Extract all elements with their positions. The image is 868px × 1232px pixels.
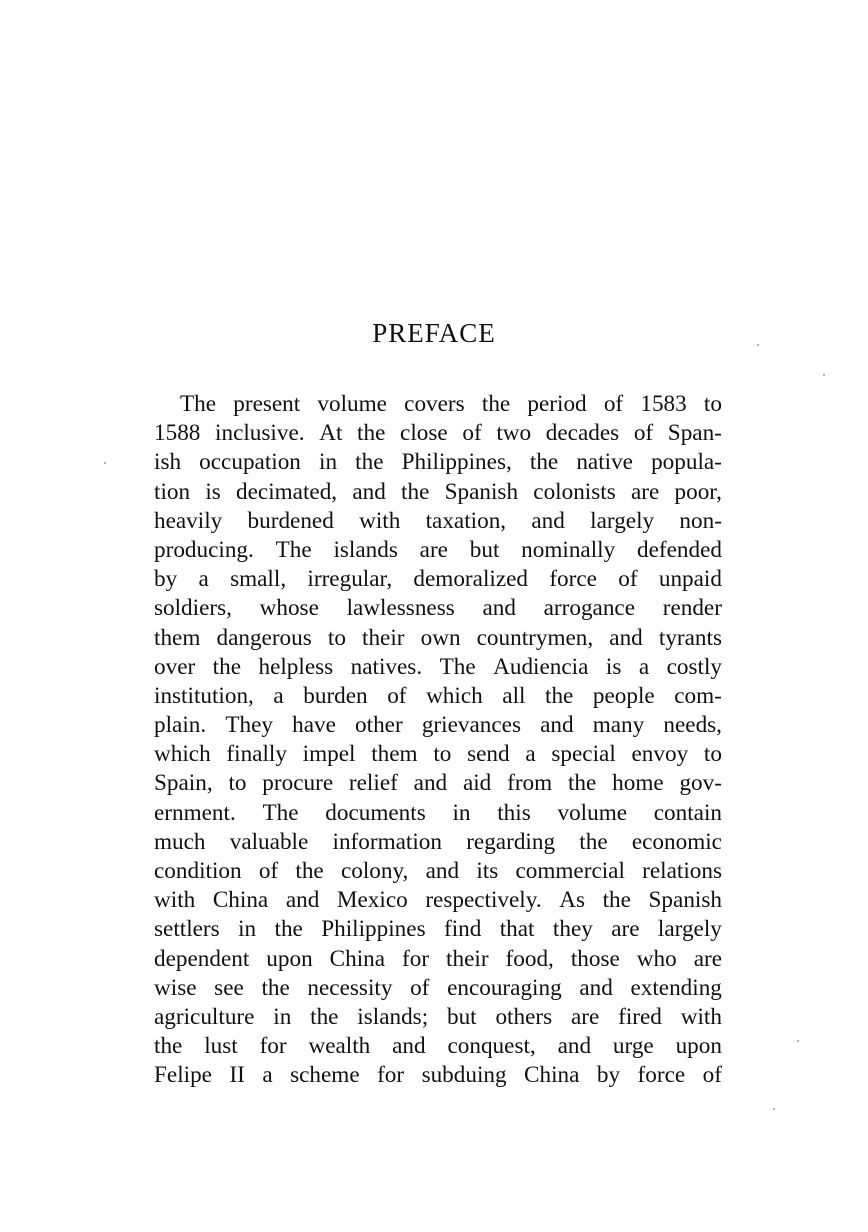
scan-speck — [773, 1108, 775, 1110]
text-line: plain. They have other grievances and many needs, — [154, 712, 722, 739]
text-line: wise see the necessity of encouraging and extending — [154, 974, 722, 1001]
page-heading: PREFACE — [372, 318, 496, 348]
scan-speck — [823, 374, 825, 376]
text-line: with China and Mexico respectively. As the Spanish — [154, 887, 722, 914]
text-line: much valuable information regarding the economic — [154, 828, 722, 855]
text-line: 1588 inclusive. At the close of two decades of Span- — [154, 420, 722, 447]
text-line: dependent upon China for their food, those who are — [154, 945, 722, 972]
text-line: condition of the colony, and its commercial relations — [154, 858, 722, 884]
text-line: by a small, irregular, demoralized force of unpaid — [154, 566, 722, 593]
text-line: soldiers, whose lawlessness and arrogance render — [154, 595, 722, 622]
text-line: ernment. The documents in this volume contain — [154, 799, 722, 826]
text-line: agriculture in the islands; but others are fired with — [154, 1003, 722, 1030]
scan-speck — [797, 1040, 799, 1042]
text-line: The present volume covers the period of 1583 to — [180, 391, 722, 417]
text-line: producing. The islands are but nominally defended — [154, 536, 722, 563]
preface-paragraph — [154, 390, 722, 1091]
text-line: settlers in the Philippines find that they are largely — [154, 916, 722, 943]
text-line: Felipe II a scheme for subduing China by force of — [154, 1062, 722, 1089]
text-line: Spain, to procure relief and aid from the home gov- — [154, 770, 722, 797]
text-line: over the helpless natives. The Audiencia is a costly — [154, 653, 722, 680]
scan-speck — [104, 462, 106, 464]
text-line: institution, a burden of which all the people com- — [154, 682, 722, 709]
text-line: the lust for wealth and conquest, and urge upon — [154, 1033, 722, 1060]
text-line: heavily burdened with taxation, and largely non- — [154, 507, 722, 534]
text-line: which finally impel them to send a special envoy to — [154, 741, 722, 768]
scan-speck — [757, 344, 759, 346]
text-line: ish occupation in the Philippines, the native popula- — [154, 449, 722, 476]
text-line: them dangerous to their own countrymen, and tyrants — [154, 624, 722, 651]
text-line: tion is decimated, and the Spanish colonists are poor, — [154, 478, 722, 505]
